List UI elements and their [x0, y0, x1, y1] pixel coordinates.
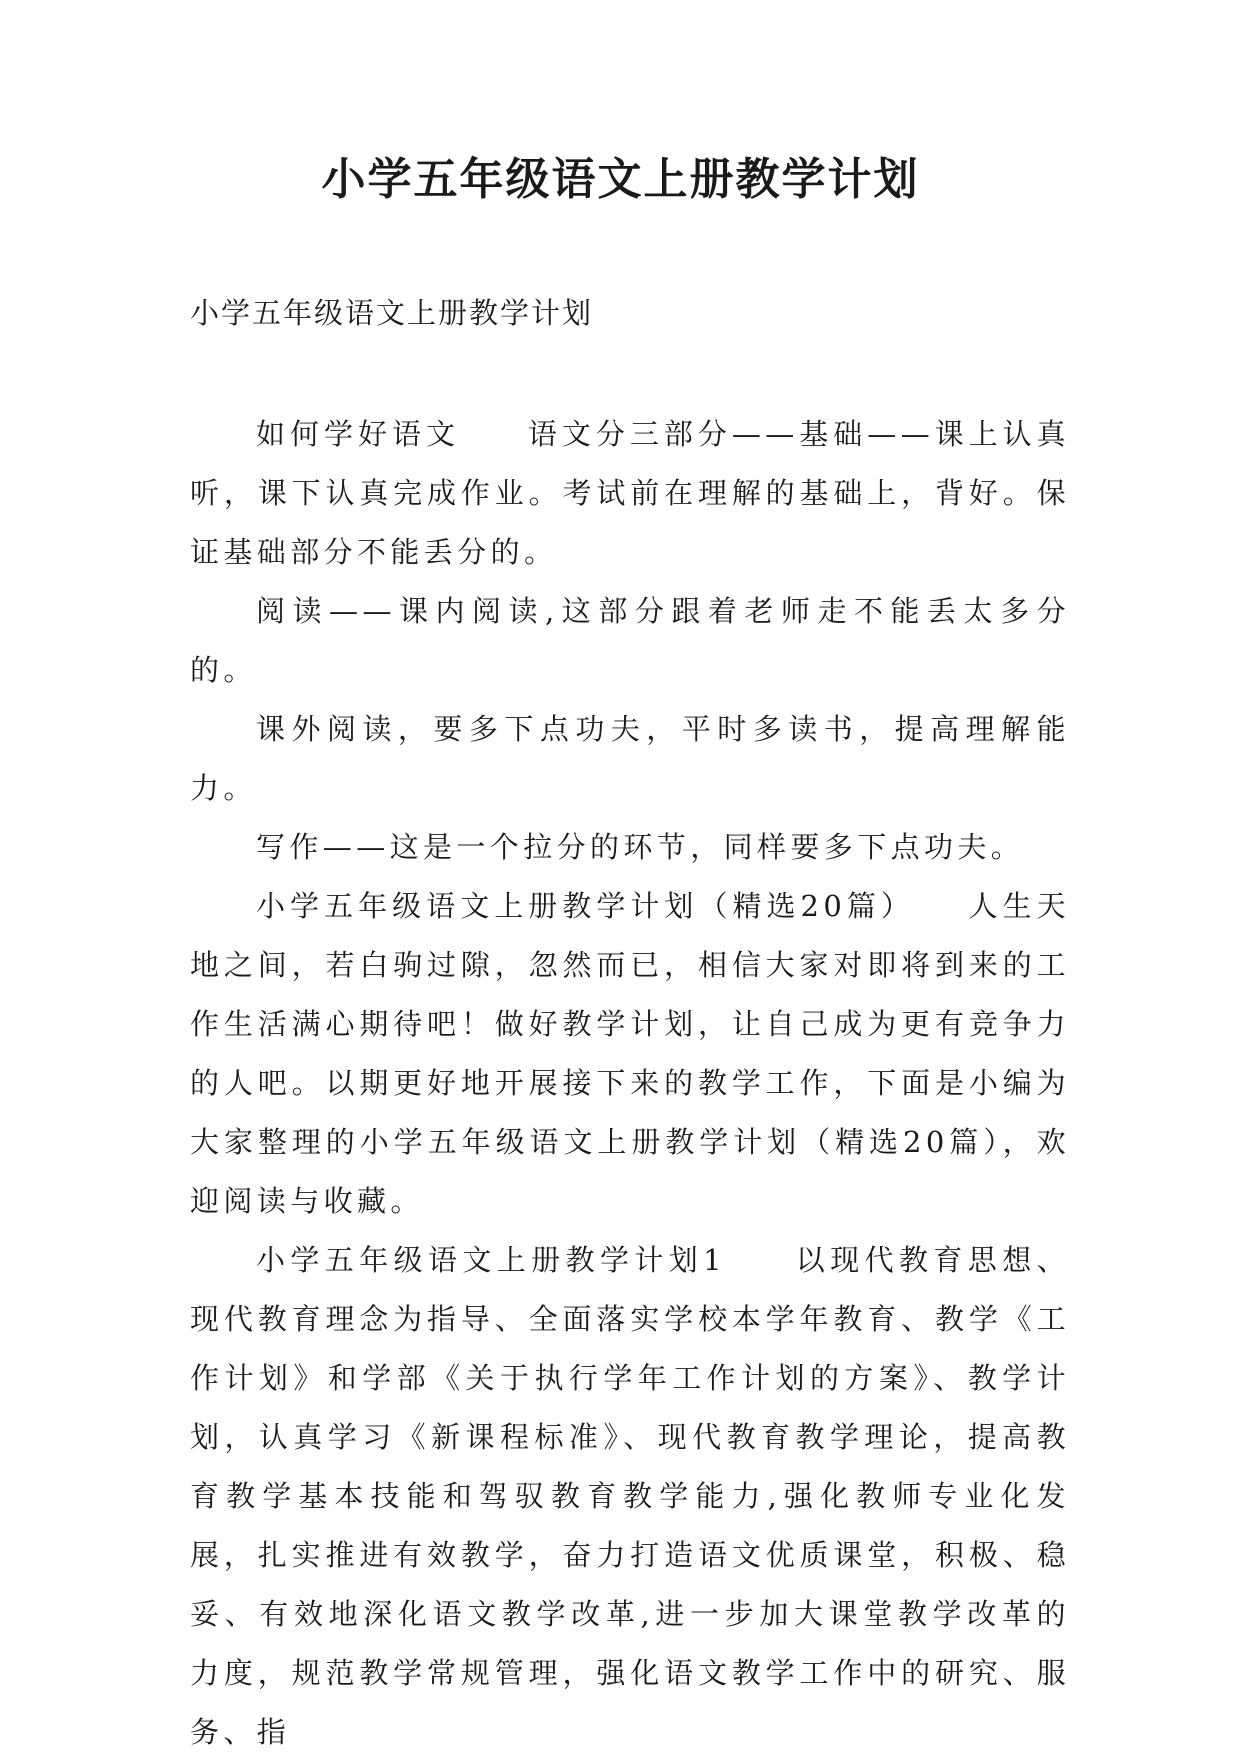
paragraph-4: 写作——这是一个拉分的环节，同样要多下点功夫。 [256, 830, 1025, 864]
paragraph-3: 课外阅读，要多下点功夫，平时多读书，提高理解能力。 [190, 712, 1070, 805]
document-body [190, 405, 1070, 1762]
paragraph-2: 阅读——课内阅读,这部分跟着老师走不能丢太多分的。 [190, 594, 1070, 687]
document-title: 小学五年级语文上册教学计划 [321, 154, 920, 205]
paragraph-5: 小学五年级语文上册教学计划（精选20篇） 人生天地之间，若白驹过隙，忽然而已，相信大家对即将到来的工作生活满心期待吧！做好教学计划，让自己成为更有竞争力的人吧。以期更好地开展接下来的教学工作，下面是小编为大家整理的小学五年级语文上册教学计划（精选20篇），欢迎阅读与收藏。 [190, 889, 1070, 1218]
paragraph-6: 小学五年级语文上册教学计划1 以现代教育思想、现代教育理念为指导、全面落实学校本学年教育、教学《工作计划》和学部《关于执行学年工作计划的方案》、教学计划，认真学习《新课程标准》、现代教育教学理论，提高教育教学基本技能和驾驭教育教学能力,强化教师专业化发展，扎实推进有效教学，奋力打造语文优质课堂，积极、稳妥、有效地深化语文教学改革,进一步加大课堂教学改革的力度，规范教学常规管理，强化语文教学工作中的研究、服务、指 [190, 1243, 1070, 1749]
paragraph-1: 如何学好语文 语文分三部分——基础——课上认真听，课下认真完成作业。考试前在理解的基础上，背好。保证基础部分不能丢分的。 [190, 417, 1070, 569]
document-subtitle: 小学五年级语文上册教学计划 [190, 296, 594, 330]
